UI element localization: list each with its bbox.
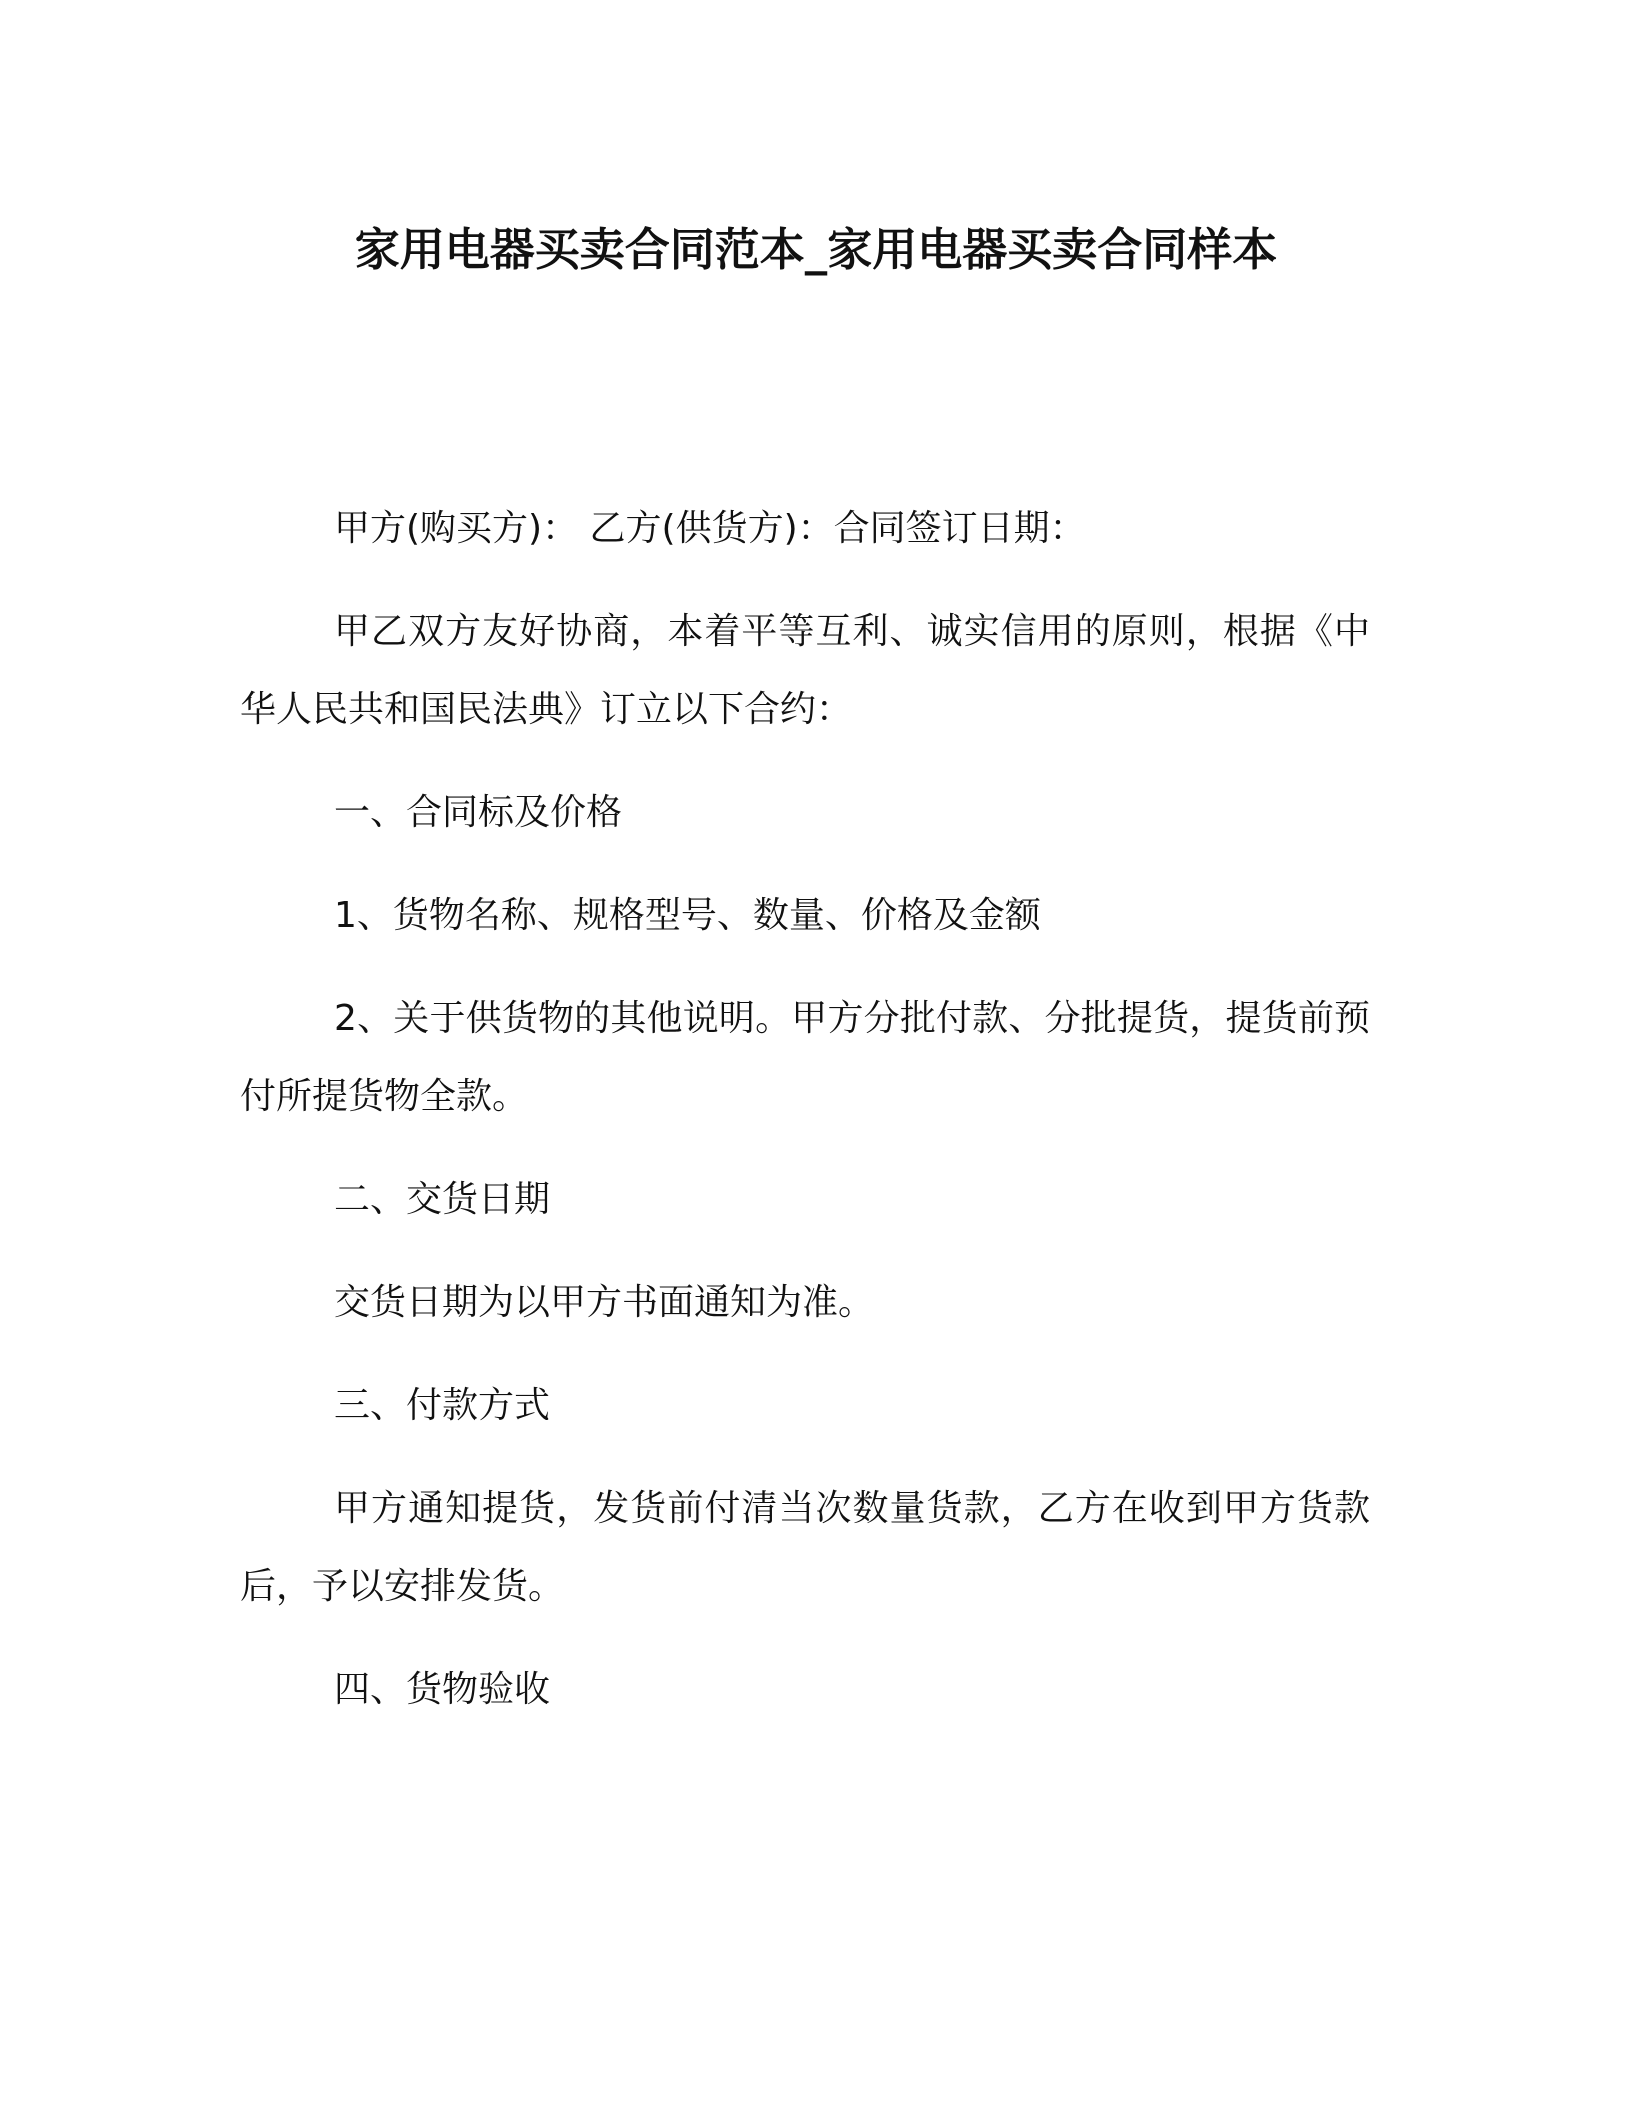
section-heading-4: 四、货物验收	[334, 1669, 551, 1710]
section-heading-2: 二、交货日期	[334, 1179, 551, 1220]
clause-1-1: 1、货物名称、规格型号、数量、价格及金额	[334, 895, 1041, 936]
clause-2-text: 交货日期为以甲方书面通知为准。	[334, 1282, 875, 1323]
parties-line: 甲方(购买方)： 乙方(供货方)：合同签订日期：	[334, 508, 1086, 549]
document-title: 家用电器买卖合同范本_家用电器买卖合同样本	[354, 223, 1278, 276]
section-heading-3: 三、付款方式	[334, 1385, 551, 1426]
clause-3-text: 甲方通知提货，发货前付清当次数量货款，乙方在收到甲方货款后，予以安排发货。	[240, 1488, 1370, 1607]
preamble-paragraph: 甲乙双方友好协商，本着平等互利、诚实信用的原则，根据《中华人民共和国民法典》订立以下合约：	[240, 611, 1370, 730]
clause-1-2: 2、关于供货物的其他说明。甲方分批付款、分批提货，提货前预付所提货物全款。	[240, 998, 1370, 1117]
section-heading-1: 一、合同标及价格	[334, 792, 623, 833]
document-body	[240, 490, 1370, 1754]
